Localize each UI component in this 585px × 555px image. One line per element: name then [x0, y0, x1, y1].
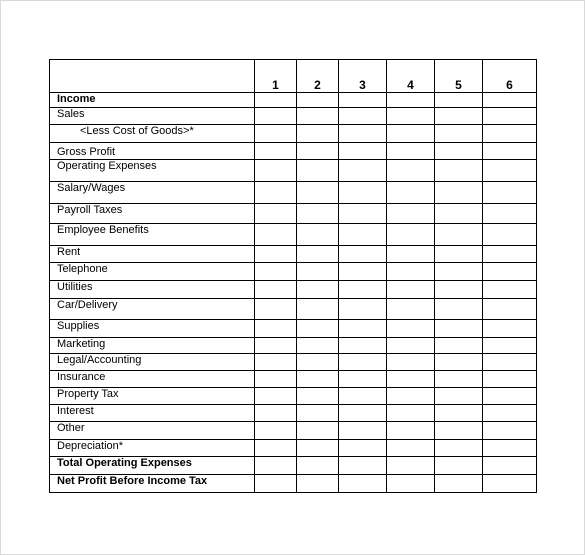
row-label: Total Operating Expenses	[50, 457, 255, 475]
value-cell[interactable]	[297, 125, 339, 143]
value-cell[interactable]	[387, 405, 435, 422]
row-label: Supplies	[50, 320, 255, 338]
value-cell[interactable]	[255, 125, 297, 143]
table-row	[50, 108, 537, 125]
value-cell[interactable]	[435, 338, 483, 354]
value-cell[interactable]	[387, 204, 435, 224]
value-cell[interactable]	[297, 405, 339, 422]
value-cell[interactable]	[339, 281, 387, 299]
value-cell[interactable]	[339, 93, 387, 108]
value-cell[interactable]	[483, 182, 537, 204]
value-cell[interactable]	[339, 299, 387, 320]
value-cell[interactable]	[387, 388, 435, 405]
value-cell[interactable]	[297, 160, 339, 182]
expense-table	[49, 59, 537, 493]
table-row	[50, 143, 537, 160]
value-cell[interactable]	[255, 475, 297, 493]
column-header: 4	[387, 60, 435, 93]
value-cell[interactable]	[435, 263, 483, 281]
row-label: Insurance	[50, 371, 255, 388]
value-cell[interactable]	[483, 422, 537, 440]
value-cell[interactable]	[483, 108, 537, 125]
value-cell[interactable]	[435, 440, 483, 457]
value-cell[interactable]	[297, 204, 339, 224]
value-cell[interactable]	[435, 388, 483, 405]
value-cell[interactable]	[435, 160, 483, 182]
value-cell[interactable]	[339, 457, 387, 475]
column-header: 3	[339, 60, 387, 93]
value-cell[interactable]	[435, 457, 483, 475]
row-label: Gross Profit	[50, 143, 255, 160]
value-cell[interactable]	[483, 475, 537, 493]
table-row	[50, 224, 537, 246]
row-label: Payroll Taxes	[50, 204, 255, 224]
value-cell[interactable]	[339, 405, 387, 422]
value-cell[interactable]	[255, 160, 297, 182]
value-cell[interactable]	[297, 354, 339, 371]
value-cell[interactable]	[339, 143, 387, 160]
value-cell[interactable]	[483, 371, 537, 388]
value-cell[interactable]	[297, 388, 339, 405]
value-cell[interactable]	[483, 93, 537, 108]
value-cell[interactable]	[483, 457, 537, 475]
value-cell[interactable]	[483, 299, 537, 320]
column-header: 2	[297, 60, 339, 93]
value-cell[interactable]	[255, 320, 297, 338]
table-row	[50, 125, 537, 143]
value-cell[interactable]	[297, 371, 339, 388]
table-row	[50, 338, 537, 354]
value-cell[interactable]	[297, 299, 339, 320]
value-cell[interactable]	[483, 246, 537, 263]
table-row	[50, 160, 537, 182]
table-row	[50, 263, 537, 281]
value-cell[interactable]	[483, 224, 537, 246]
column-header: 5	[435, 60, 483, 93]
value-cell[interactable]	[483, 143, 537, 160]
value-cell[interactable]	[387, 182, 435, 204]
value-cell[interactable]	[483, 388, 537, 405]
value-cell[interactable]	[339, 204, 387, 224]
value-cell[interactable]	[339, 422, 387, 440]
row-label: Rent	[50, 246, 255, 263]
value-cell[interactable]	[339, 371, 387, 388]
value-cell[interactable]	[387, 299, 435, 320]
row-label: Depreciation*	[50, 440, 255, 457]
row-label: Salary/Wages	[50, 182, 255, 204]
value-cell[interactable]	[435, 182, 483, 204]
value-cell[interactable]	[339, 263, 387, 281]
value-cell[interactable]	[255, 405, 297, 422]
row-label: Car/Delivery	[50, 299, 255, 320]
value-cell[interactable]	[297, 457, 339, 475]
row-label: Property Tax	[50, 388, 255, 405]
value-cell[interactable]	[339, 246, 387, 263]
row-label: Sales	[50, 108, 255, 125]
value-cell[interactable]	[297, 143, 339, 160]
value-cell[interactable]	[297, 263, 339, 281]
value-cell[interactable]	[435, 422, 483, 440]
row-label: Operating Expenses	[50, 160, 255, 182]
value-cell[interactable]	[435, 108, 483, 125]
value-cell[interactable]	[339, 320, 387, 338]
value-cell[interactable]	[255, 440, 297, 457]
table-row	[50, 475, 537, 493]
value-cell[interactable]	[297, 93, 339, 108]
row-label: Legal/Accounting	[50, 354, 255, 371]
value-cell[interactable]	[339, 108, 387, 125]
value-cell[interactable]	[435, 354, 483, 371]
value-cell[interactable]	[387, 371, 435, 388]
value-cell[interactable]	[255, 93, 297, 108]
value-cell[interactable]	[297, 246, 339, 263]
value-cell[interactable]	[435, 204, 483, 224]
value-cell[interactable]	[483, 405, 537, 422]
value-cell[interactable]	[297, 281, 339, 299]
value-cell[interactable]	[387, 475, 435, 493]
value-cell[interactable]	[387, 93, 435, 108]
value-cell[interactable]	[387, 281, 435, 299]
value-cell[interactable]	[297, 475, 339, 493]
value-cell[interactable]	[435, 405, 483, 422]
value-cell[interactable]	[387, 143, 435, 160]
value-cell[interactable]	[483, 281, 537, 299]
table-row	[50, 422, 537, 440]
row-label: Other	[50, 422, 255, 440]
value-cell[interactable]	[387, 263, 435, 281]
value-cell[interactable]	[255, 354, 297, 371]
value-cell[interactable]	[255, 422, 297, 440]
value-cell[interactable]	[255, 371, 297, 388]
value-cell[interactable]	[387, 440, 435, 457]
value-cell[interactable]	[435, 125, 483, 143]
value-cell[interactable]	[255, 143, 297, 160]
column-header: 6	[483, 60, 537, 93]
table-row	[50, 371, 537, 388]
value-cell[interactable]	[255, 204, 297, 224]
value-cell[interactable]	[387, 338, 435, 354]
value-cell[interactable]	[483, 204, 537, 224]
value-cell[interactable]	[435, 475, 483, 493]
row-label: Telephone	[50, 263, 255, 281]
value-cell[interactable]	[435, 320, 483, 338]
value-cell[interactable]	[435, 299, 483, 320]
row-label: Utilities	[50, 281, 255, 299]
table-row	[50, 299, 537, 320]
value-cell[interactable]	[387, 160, 435, 182]
value-cell[interactable]	[435, 93, 483, 108]
table-row	[50, 405, 537, 422]
table-row	[50, 246, 537, 263]
value-cell[interactable]	[387, 108, 435, 125]
value-cell[interactable]	[483, 338, 537, 354]
column-header: 1	[255, 60, 297, 93]
value-cell[interactable]	[339, 125, 387, 143]
value-cell[interactable]	[255, 246, 297, 263]
value-cell[interactable]	[255, 224, 297, 246]
value-cell[interactable]	[297, 440, 339, 457]
row-label: Net Profit Before Income Tax	[50, 475, 255, 493]
value-cell[interactable]	[339, 182, 387, 204]
table-row	[50, 182, 537, 204]
value-cell[interactable]	[435, 224, 483, 246]
table-row	[50, 204, 537, 224]
value-cell[interactable]	[255, 263, 297, 281]
value-cell[interactable]	[483, 440, 537, 457]
value-cell[interactable]	[483, 320, 537, 338]
value-cell[interactable]	[483, 354, 537, 371]
value-cell[interactable]	[297, 182, 339, 204]
value-cell[interactable]	[297, 422, 339, 440]
table-row	[50, 440, 537, 457]
value-cell[interactable]	[435, 246, 483, 263]
value-cell[interactable]	[387, 354, 435, 371]
table-row	[50, 457, 537, 475]
value-cell[interactable]	[297, 108, 339, 125]
value-cell[interactable]	[255, 281, 297, 299]
row-label: Income	[50, 93, 255, 108]
value-cell[interactable]	[255, 338, 297, 354]
value-cell[interactable]	[255, 108, 297, 125]
value-cell[interactable]	[387, 224, 435, 246]
value-cell[interactable]	[255, 299, 297, 320]
value-cell[interactable]	[387, 457, 435, 475]
value-cell[interactable]	[339, 338, 387, 354]
table-row	[50, 281, 537, 299]
value-cell[interactable]	[339, 354, 387, 371]
header-label-cell	[50, 60, 255, 93]
value-cell[interactable]	[483, 160, 537, 182]
value-cell[interactable]	[339, 160, 387, 182]
value-cell[interactable]	[255, 182, 297, 204]
value-cell[interactable]	[435, 143, 483, 160]
value-cell[interactable]	[435, 371, 483, 388]
value-cell[interactable]	[339, 388, 387, 405]
value-cell[interactable]	[435, 281, 483, 299]
value-cell[interactable]	[483, 125, 537, 143]
value-cell[interactable]	[255, 457, 297, 475]
value-cell[interactable]	[297, 320, 339, 338]
value-cell[interactable]	[339, 475, 387, 493]
table-row	[50, 320, 537, 338]
value-cell[interactable]	[255, 388, 297, 405]
value-cell[interactable]	[339, 224, 387, 246]
value-cell[interactable]	[297, 224, 339, 246]
table-row	[50, 354, 537, 371]
row-label: <Less Cost of Goods>*	[50, 125, 255, 143]
row-label: Employee Benefits	[50, 224, 255, 246]
value-cell[interactable]	[297, 338, 339, 354]
value-cell[interactable]	[387, 246, 435, 263]
row-label: Interest	[50, 405, 255, 422]
value-cell[interactable]	[483, 263, 537, 281]
row-label: Marketing	[50, 338, 255, 354]
value-cell[interactable]	[387, 125, 435, 143]
value-cell[interactable]	[387, 320, 435, 338]
table-header-row	[50, 60, 537, 93]
table-row	[50, 388, 537, 405]
value-cell[interactable]	[339, 440, 387, 457]
value-cell[interactable]	[387, 422, 435, 440]
table-row	[50, 93, 537, 108]
